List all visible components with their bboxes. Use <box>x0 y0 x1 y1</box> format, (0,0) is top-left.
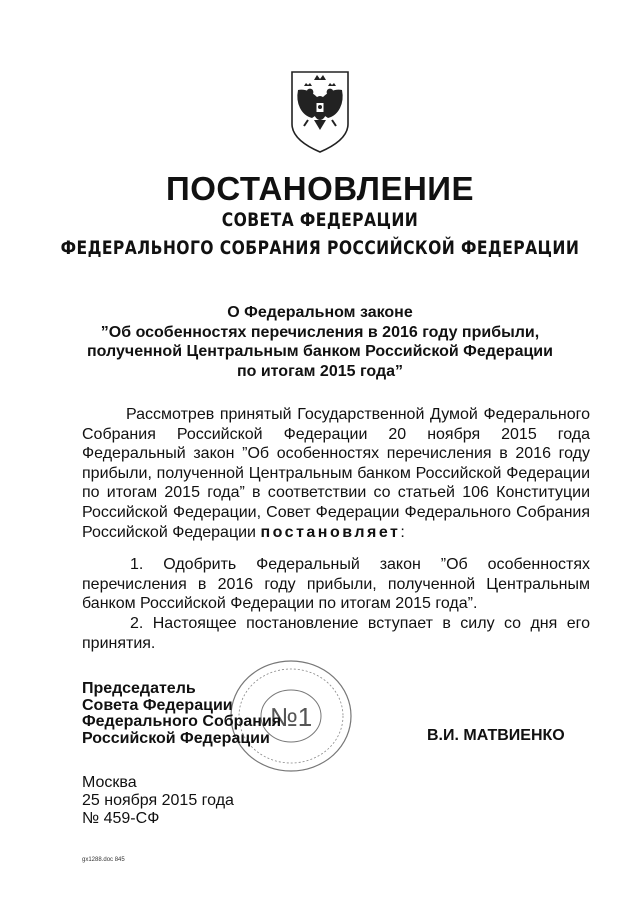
seal-number: №1 <box>269 702 313 732</box>
signatory-line-4: Российской Федерации <box>82 729 270 747</box>
issuer-line-2: ФЕДЕРАЛЬНОГО СОБРАНИЯ РОССИЙСКОЙ ФЕДЕРАЦИИ <box>60 237 580 259</box>
signatory-title <box>82 681 281 747</box>
preamble-text: Рассмотрев принятый Государственной Думой Федерального Собрания Российской Федерации 20 ноября 2015 года Федеральный закон ”Об особенностях перечисления в 2016 году прибыли, полученной Центральным банком Российской Федерации по итогам 2015 года” в соответствии со статьей 106 Конституции Российской Федерации, Совет Федерации Федерального Собрания Российской Федерации <box>82 406 590 541</box>
subject-line-3: полученной Центральным банком Российской Федерации <box>87 343 553 360</box>
document-subject <box>0 303 640 381</box>
signatory-line-3: Федерального Собрания <box>82 713 282 731</box>
resolves-colon: : <box>400 523 405 541</box>
resolution-item-2: 2. Настоящее постановление вступает в силу со дня его принятия. <box>82 615 590 652</box>
subject-line-2: ”Об особенностях перечисления в 2016 году прибыли, <box>100 323 540 341</box>
city: Москва <box>82 774 137 791</box>
date: 25 ноября 2015 года <box>82 792 234 809</box>
document-number: № 459-СФ <box>82 810 160 827</box>
resolution-item-1: 1. Одобрить Федеральный закон ”Об особенностях перечисления в 2016 году прибыли, полученной Центральным банком Российской Федерации по итогам 2015 года”. <box>82 556 590 613</box>
place-date-block <box>82 774 234 828</box>
coat-of-arms-icon <box>288 68 352 154</box>
preamble-paragraph <box>82 405 590 542</box>
footer-code: gx1288.doc 845 <box>82 857 125 863</box>
subject-line-4: по итогам 2015 года” <box>236 362 404 380</box>
signatory-name: В.И. МАТВИЕНКО <box>427 727 565 744</box>
issuer-line-1: СОВЕТА ФЕДЕРАЦИИ <box>221 209 419 231</box>
subject-line-1: О Федеральном законе <box>227 304 413 321</box>
signatory-line-1: Председатель <box>82 680 196 697</box>
signatory-line-2: Совета Федерации <box>82 696 233 714</box>
resolves-word: постановляет <box>260 523 401 541</box>
document-title: ПОСТАНОВЛЕНИЕ <box>165 170 475 207</box>
